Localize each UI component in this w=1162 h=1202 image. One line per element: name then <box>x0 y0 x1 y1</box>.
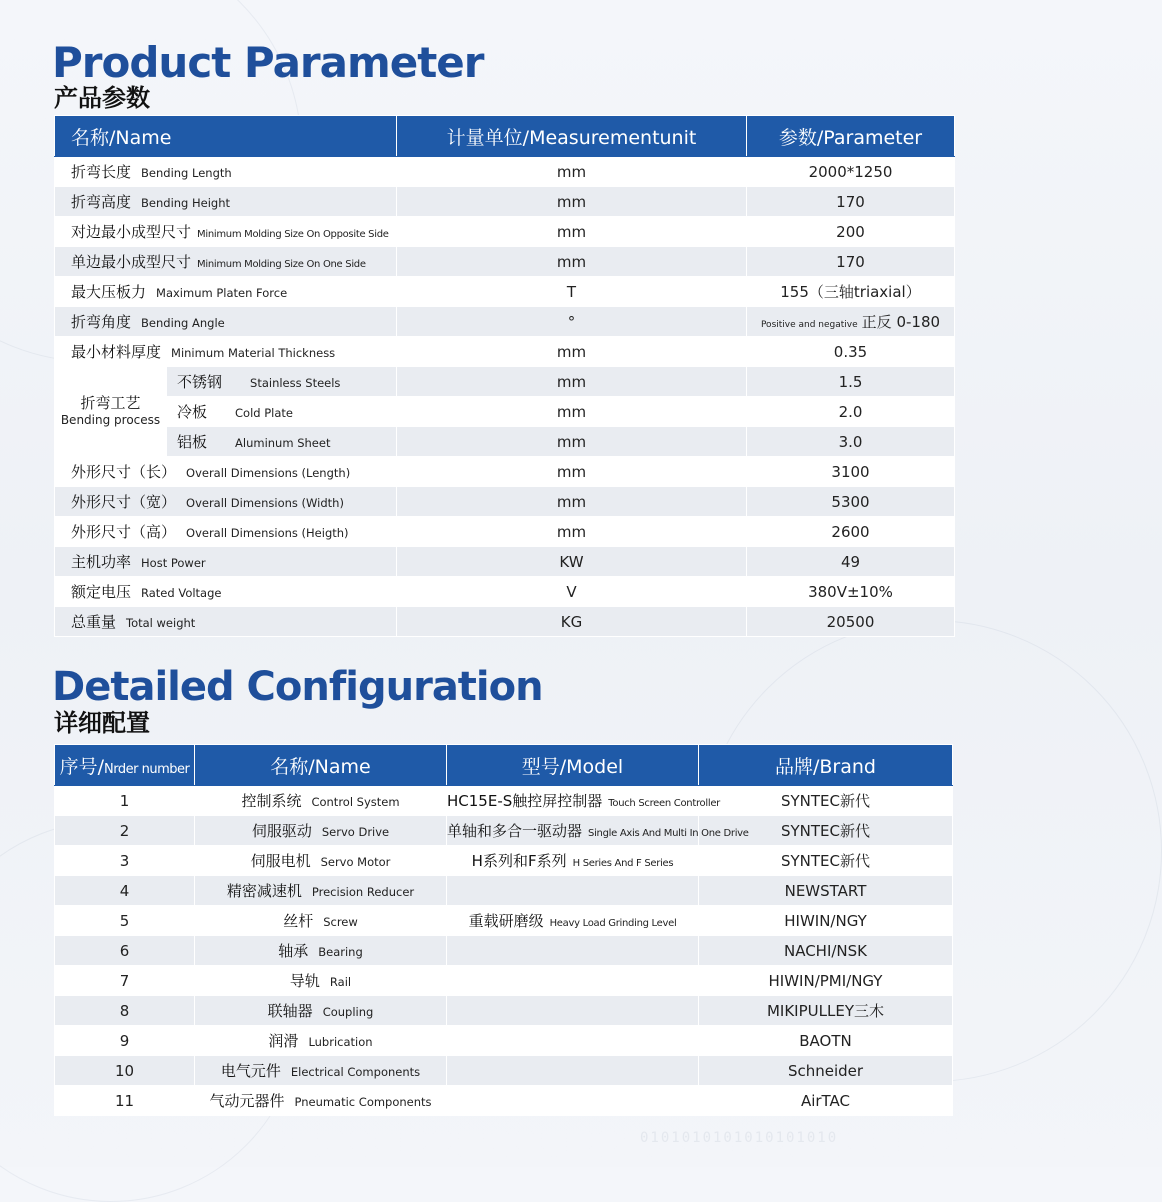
process-material-cn: 不锈钢 <box>177 373 223 391</box>
param-name-en: Bending Height <box>141 196 231 210</box>
param-value-text: 155（三轴triaxial） <box>780 283 921 301</box>
param-name-cn: 单边最小成型尺寸 <box>71 253 192 271</box>
param-value <box>747 187 955 217</box>
order-number: 10 <box>55 1056 195 1086</box>
param-value <box>747 157 955 187</box>
component-model <box>447 906 699 936</box>
param-name <box>55 547 397 577</box>
param-name-cn: 额定电压 <box>71 583 132 601</box>
table-row <box>55 517 955 547</box>
header-model: 型号/Model <box>447 745 699 786</box>
param-unit: mm <box>397 517 747 547</box>
param-value-text: 170 <box>836 192 865 211</box>
component-name-en: Bearing <box>318 945 363 959</box>
param-value-text: 20500 <box>826 612 875 631</box>
table-row <box>55 157 955 187</box>
order-number: 2 <box>55 816 195 846</box>
param-value <box>747 457 955 487</box>
component-name-en: Lubrication <box>308 1035 373 1049</box>
param-unit: mm <box>397 397 747 427</box>
order-number: 5 <box>55 906 195 936</box>
param-unit: T <box>397 277 747 307</box>
table-row <box>55 786 953 816</box>
param-unit: mm <box>397 247 747 277</box>
param-name <box>55 247 397 277</box>
param-name-en: Overall Dimensions (Width) <box>186 496 344 510</box>
param-name <box>55 157 397 187</box>
param-name-en: Minimum Material Thickness <box>171 346 336 360</box>
param-unit: mm <box>397 157 747 187</box>
order-number: 9 <box>55 1026 195 1056</box>
table-row <box>55 1086 953 1116</box>
table-row <box>55 247 955 277</box>
param-name <box>55 277 397 307</box>
component-model <box>447 816 749 846</box>
param-value-text: 200 <box>836 222 865 241</box>
section-title: Detailed Configuration <box>52 664 543 710</box>
param-value <box>747 607 955 637</box>
param-value: 1.5 <box>747 367 955 397</box>
component-model <box>447 846 699 876</box>
component-name-en: Servo Drive <box>321 825 390 839</box>
param-value-text: 0.35 <box>833 342 868 361</box>
param-unit: mm <box>397 457 747 487</box>
component-brand: HIWIN/NGY <box>699 906 953 936</box>
param-name <box>55 187 397 217</box>
param-value <box>747 337 955 367</box>
table-row <box>55 876 953 906</box>
param-value <box>747 517 955 547</box>
component-brand: BAOTN <box>699 1026 953 1056</box>
param-value-text: 170 <box>836 252 865 271</box>
table-row <box>55 1056 953 1086</box>
param-name <box>55 217 397 247</box>
param-unit: ° <box>397 307 747 337</box>
param-name-cn: 主机功率 <box>71 553 132 571</box>
table-row <box>55 1026 953 1056</box>
order-number: 4 <box>55 876 195 906</box>
param-name <box>55 307 397 337</box>
table-row <box>55 217 955 247</box>
component-name-en: Precision Reducer <box>311 885 415 899</box>
table-row <box>55 996 953 1026</box>
component-name-en: Servo Motor <box>320 855 391 869</box>
component-name-cn: 伺服驱动 <box>251 822 312 840</box>
process-group-cn: 折弯工艺 <box>80 393 141 412</box>
process-material <box>167 427 397 457</box>
param-value-text: 2600 <box>831 522 870 541</box>
table-row <box>55 397 955 427</box>
param-name-cn: 外形尺寸（高） <box>71 523 177 541</box>
process-group <box>55 367 167 457</box>
component-model-en: H Series And F Series <box>572 858 674 869</box>
table-row <box>55 577 955 607</box>
order-number: 11 <box>55 1086 195 1116</box>
param-unit: mm <box>397 187 747 217</box>
table-row <box>55 816 953 846</box>
order-number: 7 <box>55 966 195 996</box>
component-model <box>447 1086 699 1116</box>
component-model <box>447 996 699 1026</box>
param-value-note: Positive and negative <box>760 320 858 330</box>
param-value: 2.0 <box>747 397 955 427</box>
component-model-cn: 单轴和多合一驱动器 <box>447 822 583 840</box>
component-name <box>195 906 447 936</box>
component-model <box>447 936 699 966</box>
table-row <box>55 547 955 577</box>
process-material <box>167 367 397 397</box>
param-name <box>55 607 397 637</box>
param-unit: mm <box>397 487 747 517</box>
param-value-text: 正反 0-180 <box>861 313 941 331</box>
component-model-cn: H系列和F系列 <box>471 852 567 870</box>
param-value <box>747 247 955 277</box>
component-name-en: Electrical Components <box>290 1065 421 1079</box>
component-name-en: Control System <box>311 795 400 809</box>
component-name <box>195 876 447 906</box>
param-name-en: Bending Length <box>141 166 232 180</box>
component-name <box>195 966 447 996</box>
process-material-en: Aluminum Sheet <box>235 436 331 450</box>
component-model-en: Heavy Load Grinding Level <box>549 918 677 929</box>
param-name <box>55 337 397 367</box>
component-name-cn: 丝杆 <box>283 912 314 930</box>
order-number: 3 <box>55 846 195 876</box>
table-row <box>55 966 953 996</box>
param-value-text: 3100 <box>831 462 870 481</box>
table-row <box>55 337 955 367</box>
header-order-number <box>55 745 195 786</box>
component-brand: AirTAC <box>699 1086 953 1116</box>
param-value: 3.0 <box>747 427 955 457</box>
component-name-cn: 控制系统 <box>241 792 302 810</box>
component-name-cn: 气动元器件 <box>209 1092 285 1110</box>
component-name-cn: 轴承 <box>278 942 309 960</box>
param-name <box>55 517 397 547</box>
param-value-text: 5300 <box>831 492 870 511</box>
component-model <box>447 966 699 996</box>
component-name <box>195 816 447 846</box>
component-name-cn: 精密减速机 <box>226 882 302 900</box>
component-model-en: Touch Screen Controller <box>608 798 720 809</box>
order-number: 6 <box>55 936 195 966</box>
param-name-cn: 对边最小成型尺寸 <box>71 223 192 241</box>
component-brand: NACHI/NSK <box>699 936 953 966</box>
header-brand: 品牌/Brand <box>699 745 953 786</box>
component-name-en: Rail <box>329 975 352 989</box>
param-value <box>747 307 955 337</box>
param-unit: V <box>397 577 747 607</box>
component-model <box>447 1026 699 1056</box>
param-name <box>55 457 397 487</box>
param-unit: KW <box>397 547 747 577</box>
table-row <box>55 427 955 457</box>
param-name-en: Overall Dimensions (Length) <box>186 466 351 480</box>
header-order-number-en: Nrder number <box>104 761 190 777</box>
order-number: 8 <box>55 996 195 1026</box>
component-model-cn: HC15E-S触控屏控制器 <box>447 792 603 810</box>
table-row <box>55 187 955 217</box>
component-model-en: Single Axis And Multi In One Drive <box>588 828 749 839</box>
param-value <box>747 487 955 517</box>
param-unit: mm <box>397 367 747 397</box>
param-name-en: Overall Dimensions (Heigth) <box>186 526 349 540</box>
header-parameter: 参数/Parameter <box>747 116 955 157</box>
table-row <box>55 367 955 397</box>
table-row <box>55 457 955 487</box>
param-name-cn: 折弯长度 <box>71 163 132 181</box>
param-name-cn: 最小材料厚度 <box>71 343 162 361</box>
param-name-cn: 最大压板力 <box>71 283 147 301</box>
component-brand: HIWIN/PMI/NGY <box>699 966 953 996</box>
component-brand: Schneider <box>699 1056 953 1086</box>
component-name <box>195 996 447 1026</box>
param-name-en: Total weight <box>126 616 196 630</box>
table-row <box>55 277 955 307</box>
header-unit: 计量单位/Measurementunit <box>397 116 747 157</box>
process-group-en: Bending process <box>60 412 161 427</box>
param-name-en: Bending Angle <box>141 316 225 330</box>
component-name <box>195 1086 447 1116</box>
component-brand: SYNTEC新代 <box>699 846 953 876</box>
component-name-en: Screw <box>323 915 358 929</box>
component-name <box>195 846 447 876</box>
param-name <box>55 487 397 517</box>
component-name-cn: 伺服电机 <box>250 852 311 870</box>
param-unit: mm <box>397 217 747 247</box>
table-row <box>55 936 953 966</box>
component-model <box>447 1056 699 1086</box>
param-name-en: Minimum Molding Size On One Side <box>197 259 366 270</box>
header-name: 名称/Name <box>195 745 447 786</box>
param-name <box>55 577 397 607</box>
header-name: 名称/Name <box>55 116 397 157</box>
component-brand: NEWSTART <box>699 876 953 906</box>
param-value <box>747 217 955 247</box>
param-name-cn: 总重量 <box>71 613 117 631</box>
component-name-cn: 润滑 <box>268 1032 299 1050</box>
param-name-en: Rated Voltage <box>141 586 222 600</box>
param-unit: mm <box>397 337 747 367</box>
table-row <box>55 307 955 337</box>
process-material-en: Stainless Steels <box>250 376 341 390</box>
param-name-cn: 折弯角度 <box>71 313 132 331</box>
param-name-cn: 折弯高度 <box>71 193 132 211</box>
param-name-cn: 外形尺寸（宽） <box>71 493 177 511</box>
background-decoration: 0101010101010101010 <box>640 1130 839 1146</box>
component-name-cn: 联轴器 <box>267 1002 313 1020</box>
process-material-cn: 冷板 <box>177 403 208 421</box>
param-name-en: Minimum Molding Size On Opposite Side <box>197 229 389 240</box>
process-material <box>167 397 397 427</box>
param-value-text: 2000*1250 <box>808 162 893 181</box>
component-model <box>447 786 720 816</box>
product-parameter-table <box>54 115 955 637</box>
param-value <box>747 577 955 607</box>
detailed-configuration-table <box>54 744 953 1116</box>
component-model-cn: 重载研磨级 <box>468 912 544 930</box>
order-number: 1 <box>55 786 195 816</box>
param-name-en: Host Power <box>141 556 206 570</box>
param-value <box>747 277 955 307</box>
component-name-cn: 导轨 <box>289 972 320 990</box>
table-row <box>55 846 953 876</box>
section-title: Product Parameter <box>52 38 484 87</box>
component-name-en: Pneumatic Components <box>294 1095 432 1109</box>
component-brand: MIKIPULLEY三木 <box>699 996 953 1026</box>
component-name <box>195 786 447 816</box>
param-unit: KG <box>397 607 747 637</box>
table-row <box>55 487 955 517</box>
component-model <box>447 876 699 906</box>
process-material-en: Cold Plate <box>235 406 293 420</box>
table-row <box>55 906 953 936</box>
param-name-cn: 外形尺寸（长） <box>71 463 177 481</box>
param-name-en: Maximum Platen Force <box>156 286 288 300</box>
section-subtitle: 产品参数 <box>54 84 150 112</box>
component-name <box>195 1026 447 1056</box>
param-unit: mm <box>397 427 747 457</box>
component-name-en: Coupling <box>322 1005 374 1019</box>
process-material-cn: 铝板 <box>177 433 208 451</box>
header-order-number-cn: 序号/ <box>59 755 105 778</box>
component-brand: SYNTEC新代 <box>699 786 953 816</box>
table-row <box>55 607 955 637</box>
param-value-text: 380V±10% <box>808 582 893 601</box>
section-subtitle: 详细配置 <box>54 709 150 737</box>
component-name <box>195 936 447 966</box>
component-brand: SYNTEC新代 <box>699 816 953 846</box>
component-name <box>195 1056 447 1086</box>
component-name-cn: 电气元件 <box>220 1062 281 1080</box>
param-value-text: 49 <box>840 552 861 571</box>
param-value <box>747 547 955 577</box>
